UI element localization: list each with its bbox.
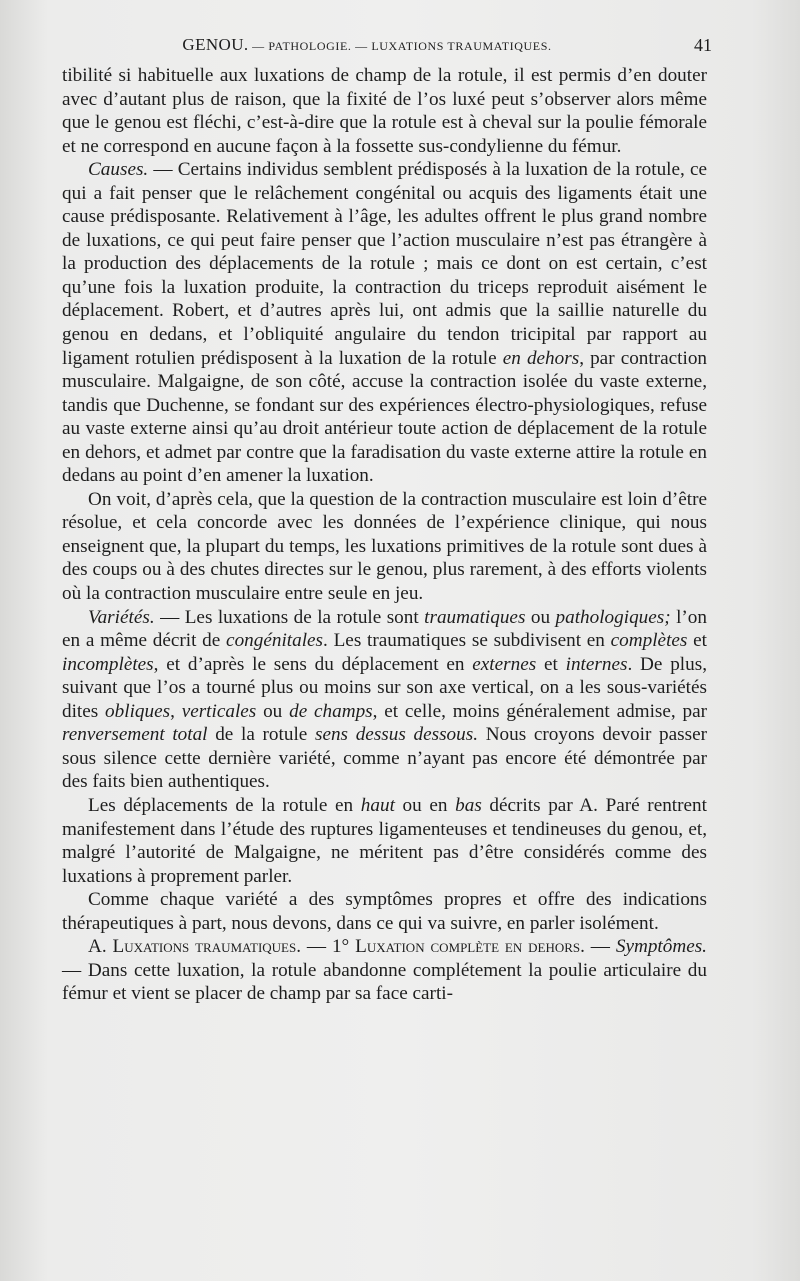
text-run: — Dans cette luxation, la rotule abandonne complétement la poulie articulaire du fémur et vient se placer de champ par sa face carti- [62,959,707,1005]
paragraph [62,64,707,158]
italic-text: complètes [610,630,688,652]
italic-text: en dehors [502,347,580,369]
running-title-rest: — PATHOLOGIE. — LUXATIONS TRAUMATIQUES. [248,39,552,53]
italic-text: internes [565,653,628,675]
paragraph [62,794,707,888]
text-run: — Certains individus semblent prédisposés à la luxation de la rotule, ce qui a fait penser que le relâchement congénital ou acquis des ligaments était une cause prédisposante. Relativement à l’âge, les adultes offrent le plus grand nombre de luxations, ce qui peut faire penser que l’action musculaire n’est pas étrangère à la production des déplacements de la rotule ; mais ce dont on est certain, c’est qu’une fois la luxation produite, la contraction du triceps reproduit aisément le déplacement. Robert, et d’autres après lui, ont admis que la saillie naturelle du genou en dedans, et l’obliquité angulaire du tendon tricipital par rapport au ligament rotulien prédisposent à la luxation de la rotule [62,159,707,369]
text-run: Les déplacements de la rotule en [88,794,361,816]
italic-text: congénitales [226,630,324,652]
italic-text: de champs [289,700,373,722]
italic-text: traumatiques [424,606,526,628]
italic-text: bas [455,794,482,816]
page-number: 41 [694,35,712,55]
text-run: ou [525,606,556,628]
italic-text: renversement total [62,724,208,746]
italic-text: Variétés. [88,606,155,628]
italic-text: incomplètes [62,653,154,675]
text-run: ou en [394,794,456,816]
text-run: décrits par A. Paré rentrent manifestement dans l’étude des ruptures ligamenteuses et tendineuses du genou, et, malgré l’autorité de Malgaigne, ne méritent pas d’être considérés comme des luxations à proprement parler. [62,794,707,887]
text-run: , et d’après le sens du déplacement en [153,653,473,675]
text-run: . Les traumatiques se subdivisent en [323,630,611,652]
text-run: tibilité si habituelle aux luxations de champ de la rotule, il est permis d’en douter avec d’autant plus de raison, que la fixité de l’os luxé peut s’observer alors même que le genou est fléchi, c’est-à-dire que la rotule est à cheval sur la poulie fémorale et ne correspond en aucune façon à la fossette sus-condylienne du fémur. [62,65,707,157]
italic-text: externes [472,653,537,675]
italic-text: obliques [105,700,171,722]
text-run: , par contraction musculaire. Malgaigne, de son côté, accuse la contraction isolée du vaste externe, tandis que Duchenne, se fondant sur des expériences électro-physiologiques, refuse au vaste externe ainsi qu’au droit antérieur toute action de déplacement de la rotule en dehors, et admet par contre que la faradisation du vaste externe attire la rotule en dedans au point d’en amener la luxation. [62,347,708,487]
text-run: , et celle, moins généralement admise, par [372,700,708,722]
italic-text: sens dessus dessous. [314,724,479,746]
text-run: — 1° [301,936,356,958]
text-run: — [584,936,616,958]
text-run: ou [256,700,290,722]
text-run: et [536,653,566,675]
italic-text: verticales [181,700,257,722]
running-title [62,35,672,55]
small-caps-text: Luxation complète en dehors. [355,936,585,958]
small-caps-text: A. Luxations traumatiques. [88,936,302,958]
italic-text: pathologiques; [555,606,671,628]
text-run: On voit, d’après cela, que la question de la contraction musculaire est loin d’être résolue, et cela concorde avec les données de l’expérience clinique, qui nous enseignent que, la plupart du temps, les luxations primitives de la rotule sont dues à des coups ou à des chutes directes sur le genou, plus rarement, à des efforts violents où la contraction musculaire entre seule en jeu. [62,488,707,605]
text-run: . De plus, suivant que l’os a tourné plus ou moins sur son axe vertical, on a les sous-variétés dites [62,653,707,722]
paragraph [62,158,707,488]
italic-text: haut [360,794,395,816]
text-run: , [170,700,182,722]
text-run: de la rotule [207,724,315,746]
text-run: et [687,630,707,652]
italic-text: Symptômes. [615,936,707,958]
text-run: — Les luxations de la rotule sont [154,606,425,628]
italic-text: Causes. [88,159,149,181]
paragraph [62,888,707,935]
paragraph [62,488,707,606]
running-title-main: GENOU. [182,35,249,54]
body-text [62,64,707,1006]
text-run: Nous croyons devoir passer sous silence cette dernière variété, comme n’ayant pas encore été démontrée par des faits bien authentiques. [62,724,707,793]
paragraph [62,606,707,794]
paragraph [62,935,707,1006]
text-run: l’on en a même décrit de [62,606,707,652]
text-run: Comme chaque variété a des symptômes propres et offre des indications thérapeutiques à part, nous devons, dans ce qui va suivre, en parler isolément. [62,889,707,934]
running-header [62,35,712,59]
